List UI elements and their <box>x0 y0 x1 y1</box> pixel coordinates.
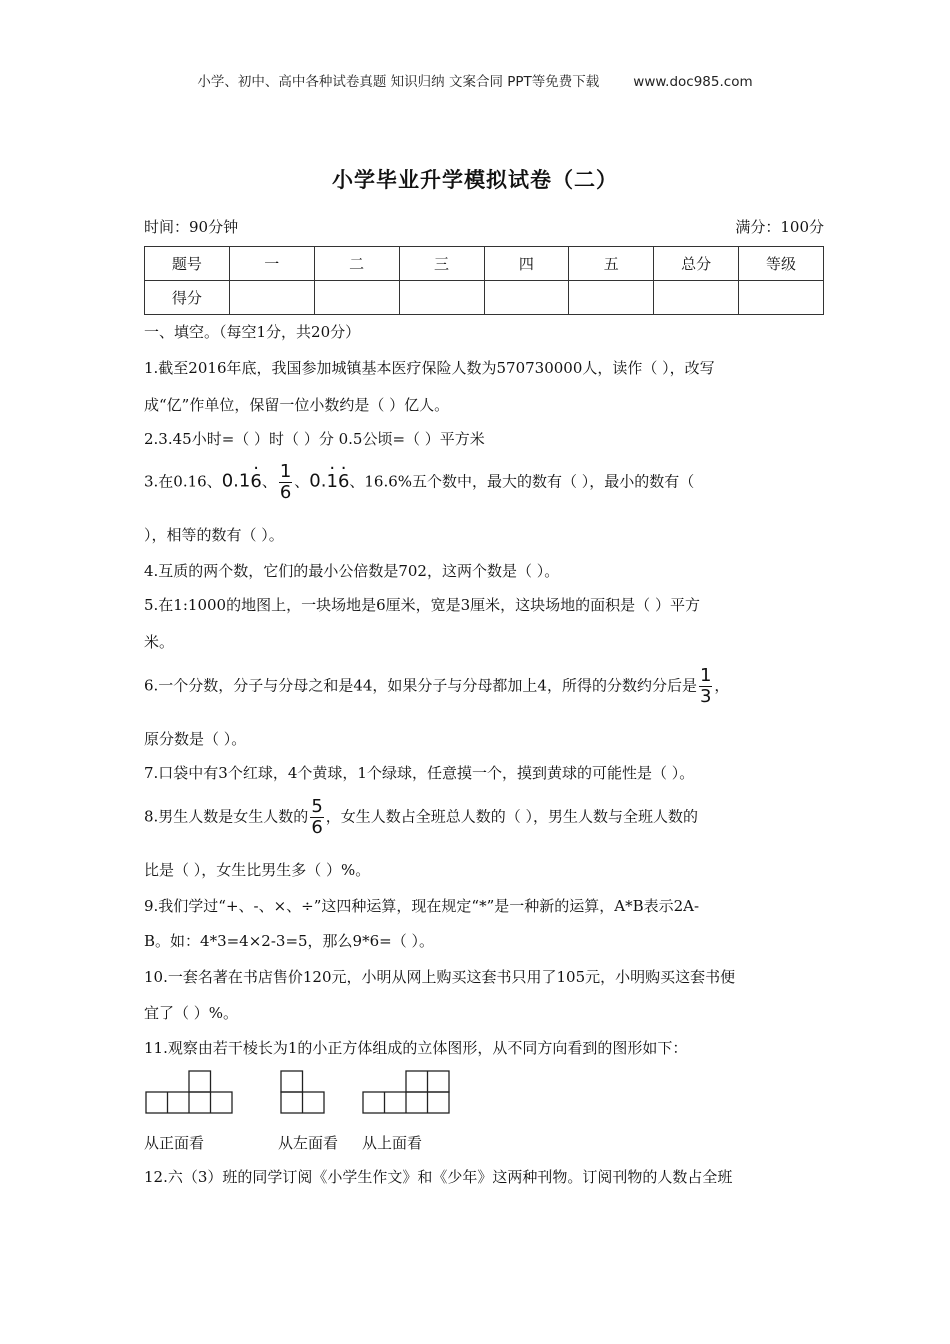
fraction-five-sixths <box>310 797 323 838</box>
question-9-line-1: 9.我们学过“+、-、×、÷”这四种运算，现在规定“*”是一种新的运算，A*B表示2A- <box>144 897 700 915</box>
caption-front-view: 从正面看 <box>144 1134 205 1152</box>
fraction-one-sixth <box>279 462 292 503</box>
score-table-header: 等级 <box>739 247 824 281</box>
question-6-prefix: 6.一个分数，分子与分母之和是44，如果分子与分母都加上4，所得的分数约分后是 <box>144 676 697 695</box>
question-5-line-2: 米。 <box>144 633 175 651</box>
question-3-line-1 <box>144 462 694 503</box>
score-cell <box>484 281 569 315</box>
question-8-line-1 <box>144 797 698 838</box>
question-11: 11.观察由若干棱长为1的小正方体组成的立体图形，从不同方向看到的图形如下： <box>144 1039 688 1057</box>
repeating-decimal-1 <box>222 471 262 492</box>
score-cell <box>739 281 824 315</box>
score-table-header-row <box>145 247 824 281</box>
separator: 、 <box>294 472 310 491</box>
fraction-numerator: 1 <box>279 461 292 482</box>
front-view-grid <box>146 1071 232 1113</box>
fraction-numerator: 5 <box>311 796 323 817</box>
question-5-line-1: 5.在1:1000的地图上，一块场地是6厘米，宽是3厘米，这块场地的面积是（ ）平方 <box>144 596 700 614</box>
question-6-line-1 <box>144 666 729 707</box>
question-10-line-1: 10.一套名著在书店售价120元，小明从网上购买这套书只用了105元，小明购买这套书便 <box>144 968 736 986</box>
left-view-top-cell <box>281 1071 303 1092</box>
question-3-line-2: ），相等的数有（ ）。 <box>144 526 284 544</box>
question-12: 12.六（3）班的同学订阅《小学生作文》和《少年》这两种刊物。订阅刊物的人数占全班 <box>144 1168 733 1186</box>
fraction-denominator: 6 <box>311 817 323 838</box>
score-table-header: 总分 <box>654 247 739 281</box>
top-view-grid <box>363 1071 449 1113</box>
fraction-denominator: 3 <box>699 686 712 707</box>
caption-top-view: 从上面看 <box>362 1134 423 1152</box>
score-table-header: 五 <box>569 247 654 281</box>
repeating-decimal-1-digits: 0.1 <box>221 470 251 492</box>
repeating-decimal-2-dotted: 1 · <box>326 471 337 492</box>
separator: 、 <box>261 472 277 491</box>
score-cell <box>569 281 654 315</box>
score-table-score-row <box>145 281 824 315</box>
score-cell <box>654 281 739 315</box>
fraction-one-third <box>699 666 712 707</box>
question-1-line-1: 1.截至2016年底，我国参加城镇基本医疗保险人数为570730000人，读作（ ），改写 <box>144 359 715 377</box>
question-1-line-2: 成“亿”作单位，保留一位小数约是（ ）亿人。 <box>144 396 450 414</box>
cube-views-diagram <box>140 1064 460 1118</box>
page-title: 小学毕业升学模拟试卷（二） <box>332 168 618 192</box>
question-10-line-2: 宜了（ ）%。 <box>144 1004 239 1022</box>
question-6-suffix: ， <box>714 676 730 695</box>
caption-left-view: 从左面看 <box>278 1134 339 1152</box>
question-6-line-2: 原分数是（ ）。 <box>144 730 247 748</box>
header-url[interactable]: www.doc985.com <box>633 74 753 90</box>
score-table <box>144 246 824 315</box>
front-view-top-cell <box>189 1071 211 1092</box>
score-cell <box>229 281 314 315</box>
exam-time: 时间：90分钟 <box>144 218 239 236</box>
repeating-decimal-1-dotted: 6 · <box>250 471 261 492</box>
score-cell <box>314 281 399 315</box>
score-table-header: 一 <box>229 247 314 281</box>
repeating-decimal-2-dotted: 6 · <box>338 471 349 492</box>
question-9-line-2: B。如：4*3=4×2-3=5，那么9*6=（ ）。 <box>144 932 434 950</box>
exam-full-score: 满分：100分 <box>735 218 824 236</box>
score-row-label: 得分 <box>145 281 230 315</box>
score-table-header: 题号 <box>145 247 230 281</box>
repeating-decimal-2-digits: 0. <box>309 470 327 492</box>
score-table-header: 四 <box>484 247 569 281</box>
page-header <box>0 70 950 90</box>
question-2: 2.3.45小时=（ ）时（ ）分 0.5公顷=（ ）平方米 <box>144 430 485 448</box>
question-8-line-2: 比是（ ），女生比男生多（ ）%。 <box>144 861 371 879</box>
fraction-numerator: 1 <box>699 665 712 686</box>
question-3-suffix: 、16.6%五个数中，最大的数有（ ），最小的数有（ <box>349 472 695 491</box>
question-8-prefix: 8.男生人数是女生人数的 <box>144 807 309 826</box>
question-8-suffix: ，女生人数占全班总人数的（ ），男生人数与全班人数的 <box>325 807 699 826</box>
header-banner: 小学、初中、高中各种试卷真题 知识归纳 文案合同 PPT等免费下载 <box>197 74 600 90</box>
repeating-decimal-2 <box>309 471 349 492</box>
fraction-denominator: 6 <box>279 482 292 503</box>
question-4: 4.互质的两个数，它们的最小公倍数是702，这两个数是（ ）。 <box>144 562 560 580</box>
score-table-header: 三 <box>399 247 484 281</box>
question-3-prefix: 3.在0.16、 <box>144 472 222 491</box>
question-7: 7.口袋中有3个红球，4个黄球，1个绿球，任意摸一个，摸到黄球的可能性是（ ）。 <box>144 764 695 782</box>
section-1-heading: 一、填空。（每空1分，共20分） <box>144 323 361 341</box>
score-table-header: 二 <box>314 247 399 281</box>
left-view-grid <box>281 1071 324 1113</box>
score-cell <box>399 281 484 315</box>
